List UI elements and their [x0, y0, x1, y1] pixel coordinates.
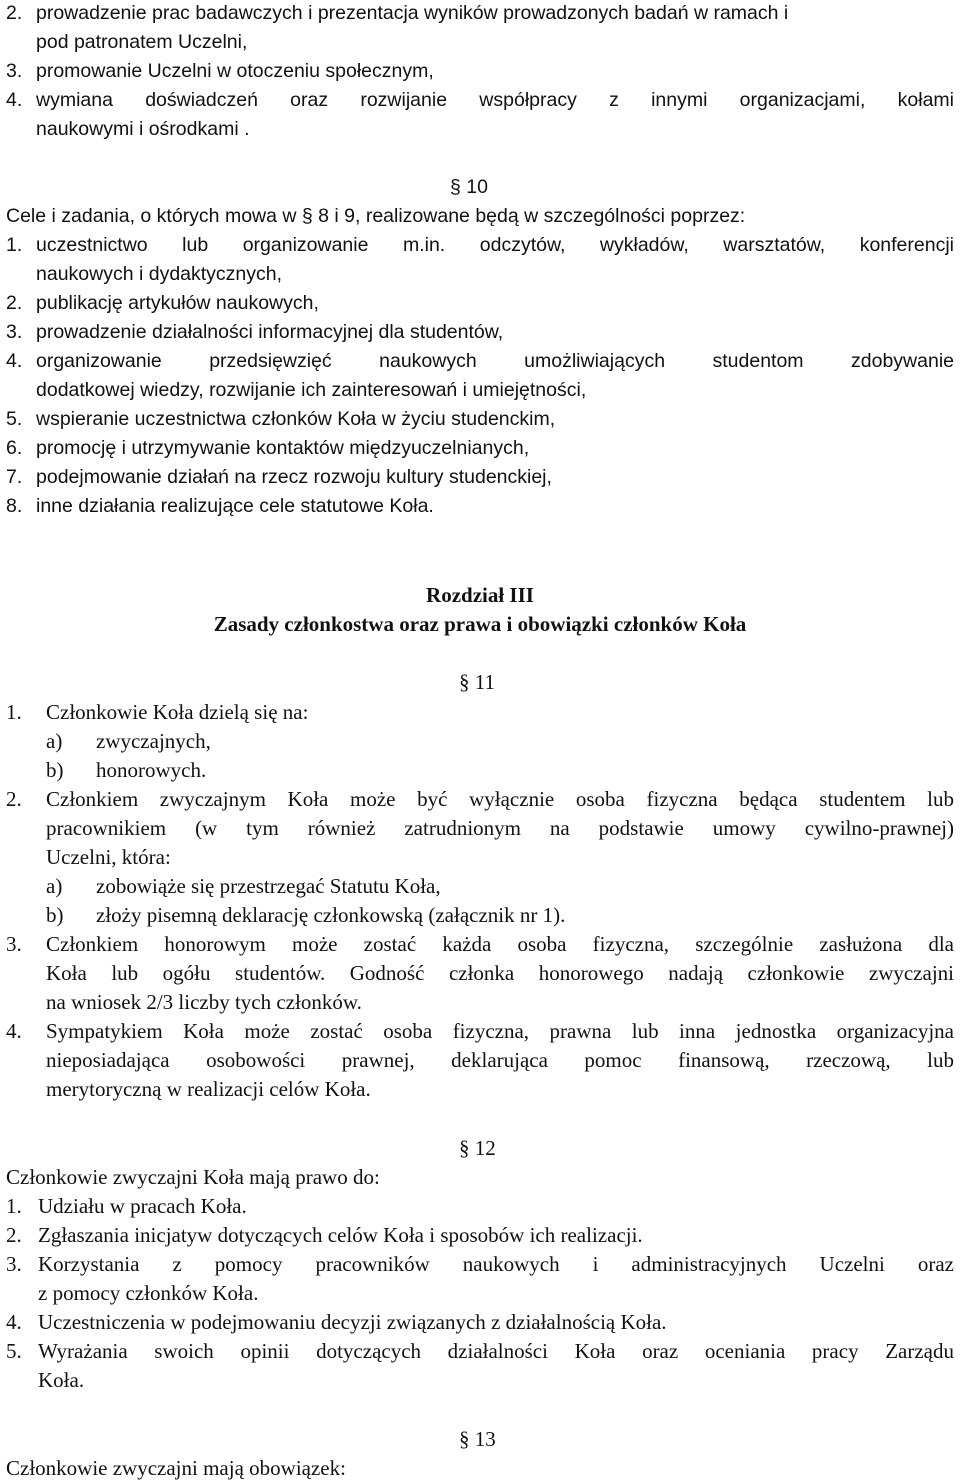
list-item-text: Uczestniczenia w podejmowaniu decyzji związanych z działalnością Koła.: [38, 1310, 667, 1334]
list-item-text: Koła.: [38, 1368, 85, 1392]
list-item-text: uczestnictwo lub organizowanie m.in. odczytów, wykładów, warsztatów, konferencji: [36, 234, 954, 256]
chapter-title: Rozdział III: [426, 583, 534, 607]
list-number: 1.: [6, 234, 23, 256]
list-number: 7.: [6, 466, 23, 488]
sub-letter: a): [46, 729, 63, 753]
list-number: 1.: [6, 1194, 22, 1218]
list-item-text: Zgłaszania inicjatyw dotyczących celów Koła i sposobów ich realizacji.: [38, 1223, 643, 1247]
list-number: 3.: [6, 60, 23, 82]
list-item-text: publikację artykułów naukowych,: [36, 292, 319, 314]
list-number: 5.: [6, 408, 23, 430]
list-number: 6.: [6, 437, 23, 459]
chapter-subtitle: Zasady członkostwa oraz prawa i obowiązki członków Koła: [213, 612, 747, 636]
sub-letter: b): [46, 758, 64, 782]
paragraph-text: nieposiadająca osobowości prawnej, deklarująca pomoc finansową, rzeczową, lub: [46, 1048, 954, 1072]
list-item-text: wspieranie uczestnictwa członków Koła w życiu studenckim,: [36, 408, 556, 430]
paragraph-text: Członkiem honorowym może zostać każda osoba fizyczna, szczególnie zasłużona dla: [46, 932, 954, 956]
list-item-text: promocję i utrzymywanie kontaktów międzyuczelnianych,: [36, 437, 530, 459]
paragraph-text: Koła lub ogółu studentów. Godność członka honorowego nadają członkowie zwyczajni: [46, 961, 954, 985]
paragraph-text: Uczelni, która:: [46, 845, 171, 869]
list-number: 1.: [6, 700, 22, 724]
list-item-text: podejmowanie działań na rzecz rozwoju kultury studenckiej,: [36, 466, 552, 488]
list-number: 4.: [6, 1310, 22, 1334]
section-intro: Członkowie zwyczajni Koła mają prawo do:: [6, 1165, 380, 1189]
sub-item-text: złoży pisemną deklarację członkowską (załącznik nr 1).: [96, 903, 566, 927]
sub-letter: b): [46, 903, 64, 927]
list-item-text: Wyrażania swoich opinii dotyczących działalności Koła oraz oceniania pracy Zarządu: [38, 1339, 954, 1363]
sub-item-text: honorowych.: [96, 758, 207, 782]
paragraph-text: na wniosek 2/3 liczby tych członków.: [46, 990, 362, 1014]
list-number: 2.: [6, 1223, 22, 1247]
section-intro: Członkowie zwyczajni mają obowiązek:: [6, 1456, 346, 1480]
list-item-text: organizowanie przedsięwzięć naukowych umożliwiających studentom zdobywanie: [36, 350, 954, 372]
sub-letter: a): [46, 874, 63, 898]
paragraph-text: Członkowie Koła dzielą się na:: [46, 700, 309, 724]
section-mark: § 11: [459, 670, 495, 694]
list-item-text: naukowymi i ośrodkami .: [36, 118, 250, 140]
list-number: 4.: [6, 350, 23, 372]
section-mark: § 10: [450, 176, 488, 198]
paragraph-text: merytoryczną w realizacji celów Koła.: [46, 1077, 371, 1101]
list-item-text: Udziału w pracach Koła.: [38, 1194, 247, 1218]
list-number: 2.: [6, 2, 23, 24]
list-item-text: promowanie Uczelni w otoczeniu społecznym,: [36, 60, 434, 82]
list-item-text: inne działania realizujące cele statutowe Koła.: [36, 495, 434, 517]
list-item-text: pod patronatem Uczelni,: [36, 31, 248, 53]
list-item-text: z pomocy członków Koła.: [38, 1281, 259, 1305]
list-number: 5.: [6, 1339, 22, 1363]
section-mark: § 12: [459, 1136, 496, 1160]
section-mark: § 13: [459, 1427, 496, 1451]
list-number: 2.: [6, 787, 22, 811]
list-number: 4.: [6, 89, 23, 111]
sub-item-text: zobowiąże się przestrzegać Statutu Koła,: [96, 874, 441, 898]
list-number: 2.: [6, 292, 23, 314]
list-item-text: naukowych i dydaktycznych,: [36, 263, 283, 285]
list-number: 8.: [6, 495, 23, 517]
list-number: 4.: [6, 1019, 22, 1043]
paragraph-text: Członkiem zwyczajnym Koła może być wyłącznie osoba fizyczna będąca studentem lub: [46, 787, 954, 811]
sub-item-text: zwyczajnych,: [96, 729, 211, 753]
section-intro: Cele i zadania, o których mowa w § 8 i 9, realizowane będą w szczególności poprzez:: [6, 205, 746, 227]
list-item-text: Korzystania z pomocy pracowników naukowych i administracyjnych Uczelni oraz: [38, 1252, 954, 1276]
list-item-text: dodatkowej wiedzy, rozwijanie ich zainteresowań i umiejętności,: [36, 379, 587, 401]
paragraph-text: pracownikiem (w tym również zatrudnionym na podstawie umowy cywilno-prawnej): [46, 816, 954, 840]
list-number: 3.: [6, 1252, 22, 1276]
list-item-text: prowadzenie prac badawczych i prezentacja wyników prowadzonych badań w ramach i: [36, 2, 789, 24]
list-item-text: prowadzenie działalności informacyjnej dla studentów,: [36, 321, 504, 343]
paragraph-text: Sympatykiem Koła może zostać osoba fizyczna, prawna lub inna jednostka organizacyjna: [46, 1019, 954, 1043]
list-number: 3.: [6, 932, 22, 956]
list-number: 3.: [6, 321, 23, 343]
list-item-text: wymiana doświadczeń oraz rozwijanie współpracy z innymi organizacjami, kołami: [36, 89, 954, 111]
